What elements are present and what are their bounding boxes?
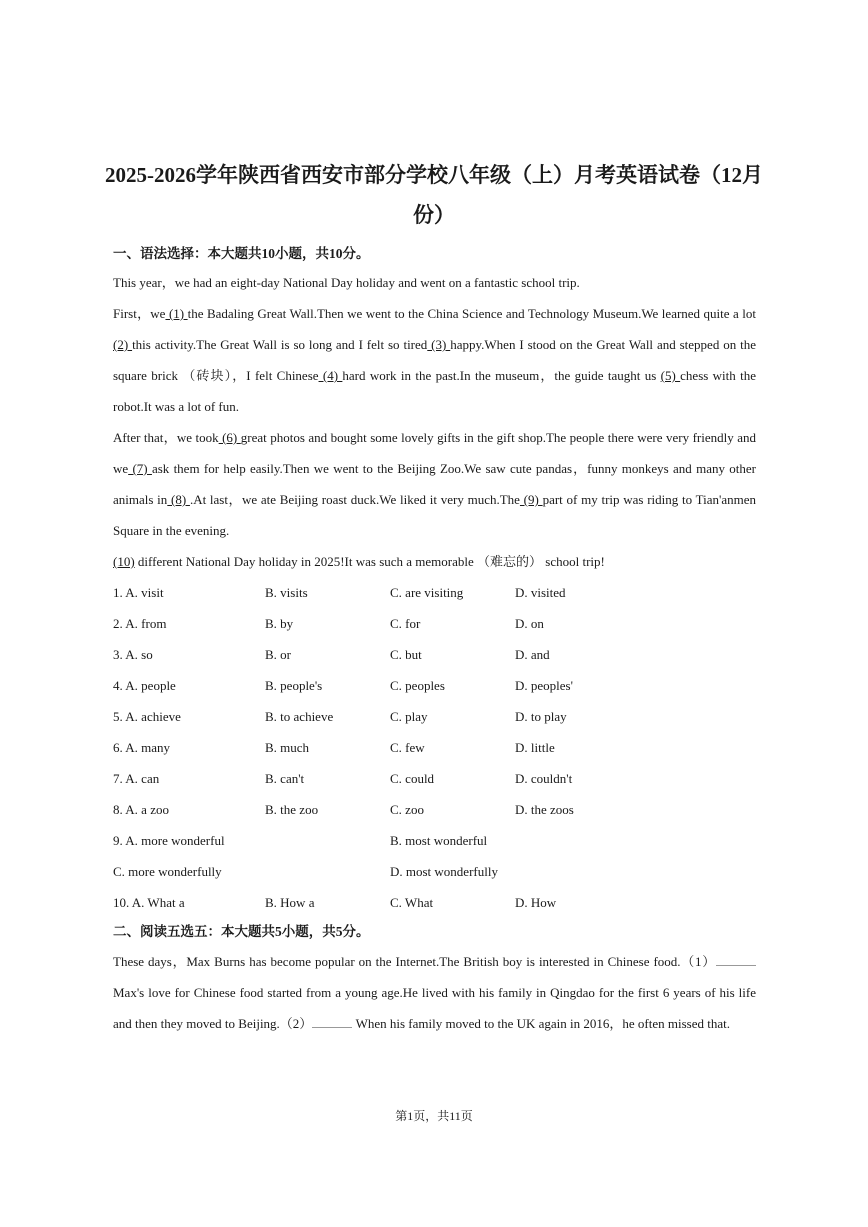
option-row: [113, 577, 756, 608]
option: C. zoo: [390, 802, 424, 817]
option: B. or: [265, 647, 291, 662]
blank-9: (9): [519, 492, 543, 507]
text: When his family moved to the UK again in 2016，he often missed that.: [352, 1016, 730, 1031]
reading-paragraph: [113, 946, 756, 1039]
text: hard work in the past.In the museum，the guide taught us: [342, 368, 657, 383]
option: C. What: [390, 895, 434, 910]
option: D. How: [515, 895, 557, 910]
passage-paragraph-3: [113, 546, 756, 577]
blank-10: (10): [113, 554, 135, 569]
text: part of my trip was riding to Tian'anmen Square in the evening.: [113, 492, 756, 538]
option: C. for: [390, 616, 421, 631]
option: 1. A. visit: [113, 585, 164, 600]
option: C. few: [390, 740, 425, 755]
text: the Badaling Great Wall.Then we went to the China Science and Technology Museum.We learned quite a lot: [187, 306, 756, 321]
option: B. visits: [265, 585, 308, 600]
option: B. much: [265, 740, 310, 755]
option: 6. A. many: [113, 740, 171, 755]
answer-blank-2: [312, 1015, 352, 1028]
option: C. are visiting: [390, 585, 464, 600]
option: D. couldn't: [515, 771, 573, 786]
option: B. by: [265, 616, 294, 631]
blank-3: (3): [427, 337, 451, 352]
option-row: [113, 825, 756, 856]
blank-4: (4): [318, 368, 343, 383]
option-row: [113, 887, 756, 918]
option: 3. A. so: [113, 647, 153, 662]
cloze-passage: [113, 267, 756, 577]
option-row: [113, 763, 756, 794]
text: ask them for help easily.Then we went to the Beijing Zoo.We saw cute pandas，funny monkeys and many other animals in: [113, 461, 756, 507]
option: D. to play: [515, 709, 567, 724]
option: B. the zoo: [265, 802, 319, 817]
text: First，we: [113, 306, 166, 321]
blank-6: (6): [218, 430, 241, 445]
option: D. on: [515, 616, 544, 631]
option: 2. A. from: [113, 616, 167, 631]
option: 10. A. What a: [113, 895, 185, 910]
option: 7. A. can: [113, 771, 160, 786]
option-row: [113, 701, 756, 732]
option: B. How a: [265, 895, 315, 910]
exam-title: 2025-2026学年陕西省西安市部分学校八年级（上）月考英语试卷（12月份）: [105, 163, 763, 227]
answer-options: [113, 577, 756, 918]
text: .At last，we ate Beijing roast duck.We liked it very much.The: [189, 492, 520, 507]
option: B. people's: [265, 678, 323, 693]
option: B. can't: [265, 771, 305, 786]
section-2-heading: 二、阅读五选五：本大题共5小题，共5分。: [113, 924, 370, 939]
blank-5: (5): [660, 368, 681, 383]
blank-8: (8): [167, 492, 190, 507]
blank-7: (7): [128, 461, 152, 476]
option: D. the zoos: [515, 802, 574, 817]
option-row: [113, 856, 756, 887]
text: After that，we took: [113, 430, 219, 445]
answer-blank-1: [716, 953, 756, 966]
option: B. to achieve: [265, 709, 334, 724]
text: Max's love for Chinese food started from a young age.He lived with his family in Qingdao for the first 6 years of his life and then they moved to Beijing.（2）: [113, 985, 756, 1031]
reading-passage: [113, 946, 756, 1039]
text: great photos and bought some lovely gifts in the gift shop.The people there were very friendly and we: [113, 430, 756, 476]
passage-paragraph-2: [113, 422, 756, 546]
option: D. most wonderfully: [390, 864, 498, 879]
option: D. little: [515, 740, 555, 755]
option: C. peoples: [390, 678, 445, 693]
option: D. and: [515, 647, 550, 662]
option-row: [113, 608, 756, 639]
text: These days，Max Burns has become popular on the Internet.The British boy is interested in Chinese food.（1）: [113, 954, 716, 969]
option: C. play: [390, 709, 428, 724]
option: B. most wonderful: [390, 833, 488, 848]
option: 4. A. people: [113, 678, 176, 693]
passage-intro: This year，we had an eight-day National Day holiday and went on a fantastic school trip.: [113, 275, 580, 290]
text: different National Day holiday in 2025!It was such a memorable （难忘的） school trip!: [134, 554, 605, 569]
option: C. more wonderfully: [113, 864, 222, 879]
option: C. but: [390, 647, 422, 662]
text: chess with the robot.It was a lot of fun.: [113, 368, 756, 414]
option: C. could: [390, 771, 435, 786]
blank-2: (2): [113, 337, 133, 352]
passage-paragraph-1: [113, 298, 756, 422]
option: 5. A. achieve: [113, 709, 181, 724]
option: D. visited: [515, 585, 566, 600]
blank-1: (1): [165, 306, 188, 321]
option: D. peoples': [515, 678, 573, 693]
option: 8. A. a zoo: [113, 802, 169, 817]
section-1-heading: 一、语法选择：本大题共10小题，共10分。: [113, 246, 370, 261]
option-row: [113, 732, 756, 763]
option-row: [113, 639, 756, 670]
option-row: [113, 670, 756, 701]
text: this activity.The Great Wall is so long and I felt so tired: [132, 337, 428, 352]
text: happy.When I stood on the Great Wall and stepped on the square brick （砖块），I felt Chinese: [113, 337, 756, 383]
option-row: [113, 794, 756, 825]
option: 9. A. more wonderful: [113, 833, 225, 848]
page-number: 第1页，共11页: [395, 1109, 473, 1123]
